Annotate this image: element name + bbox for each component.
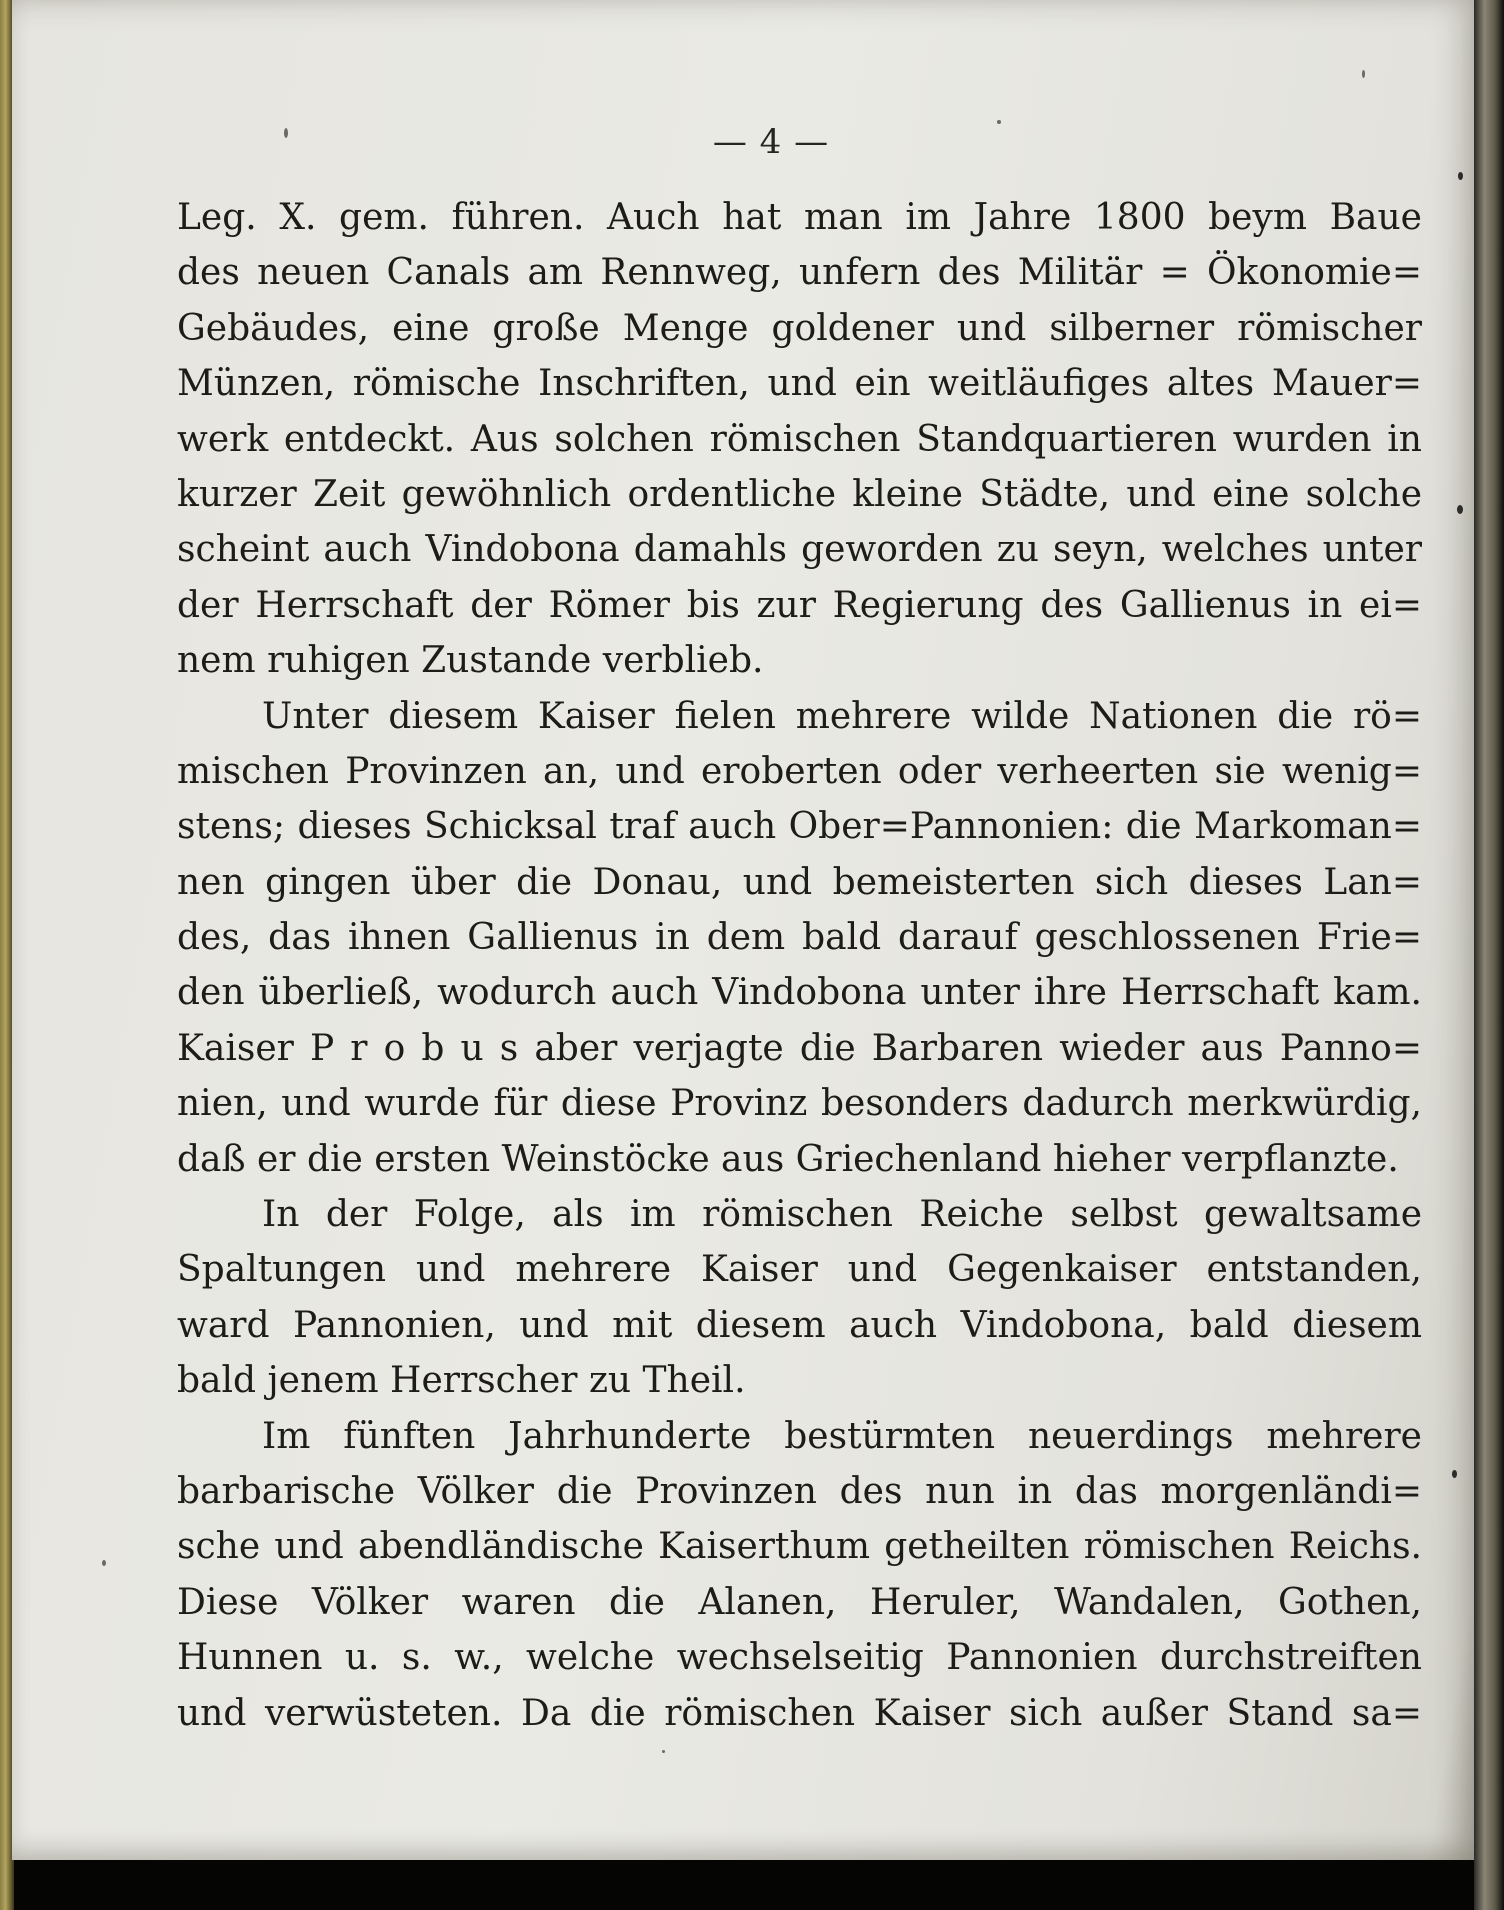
text-line: Spaltungen und mehrere Kaiser und Gegenkaiser entstanden, xyxy=(177,1249,1422,1291)
text-line: des neuen Canals am Rennweg, unfern des Militär = Ökonomie= xyxy=(177,252,1422,294)
text-line: nien, und wurde für diese Provinz besonders dadurch merkwürdig, xyxy=(177,1083,1422,1125)
paper-speck xyxy=(1362,70,1365,78)
paper-speck xyxy=(284,128,288,138)
paper-speck xyxy=(1458,172,1463,180)
text-line: barbarische Völker die Provinzen des nun in das morgenländi= xyxy=(177,1470,1422,1512)
text-line: nem ruhigen Zustande verblieb. xyxy=(177,640,764,682)
text-line: sche und abendländische Kaiserthum getheilten römischen Reichs. xyxy=(177,1526,1422,1568)
text-line: scheint auch Vindobona damahls geworden zu seyn, welches unter xyxy=(177,529,1422,571)
text-line: mischen Provinzen an, und eroberten oder verheerten sie wenig= xyxy=(177,750,1422,792)
text-line: der Herrschaft der Römer bis zur Regierung des Gallienus in ei= xyxy=(177,584,1422,626)
book-edge-right xyxy=(1474,0,1504,1910)
text-line: den überließ, wodurch auch Vindobona unter ihre Herrschaft kam. xyxy=(177,972,1422,1014)
text-line: stens; dieses Schicksal traf auch Ober=Pannonien: die Markoman= xyxy=(177,806,1422,848)
text-line: Hunnen u. s. w., welche wechselseitig Pannonien durchstreiften xyxy=(177,1637,1422,1679)
paper-speck xyxy=(1457,505,1463,514)
text-line: Münzen, römische Inschriften, und ein weitläufiges altes Mauer= xyxy=(177,363,1422,405)
paragraph-start-line: Unter diesem Kaiser fielen mehrere wilde Nationen die rö= xyxy=(262,695,1422,737)
paper-speck xyxy=(1452,1470,1457,1478)
text-line: Leg. X. gem. führen. Auch hat man im Jahre 1800 beym Baue xyxy=(177,197,1422,238)
page-number: — 4 — xyxy=(712,122,830,162)
text-line: Kaiser P r o b u s aber verjagte die Barbaren wieder aus Panno= xyxy=(177,1027,1422,1069)
text-line: werk entdeckt. Aus solchen römischen Standquartieren wurden in xyxy=(177,418,1422,460)
paper-speck xyxy=(997,120,1001,124)
text-line: daß er die ersten Weinstöcke aus Griechenland hieher verpflanzte. xyxy=(177,1138,1399,1180)
text-line: und verwüsteten. Da die römischen Kaiser sich außer Stand sa= xyxy=(177,1692,1422,1734)
text-line: des, das ihnen Gallienus in dem bald darauf geschlossenen Frie= xyxy=(177,917,1422,959)
paper-speck xyxy=(102,1560,106,1566)
paper-speck xyxy=(662,1750,665,1753)
text-line: nen gingen über die Donau, und bemeisterten sich dieses Lan= xyxy=(177,861,1422,903)
paragraph-start-line: In der Folge, als im römischen Reiche selbst gewaltsame xyxy=(262,1194,1422,1236)
paragraph-start-line: Im fünften Jahrhunderte bestürmten neuerdings mehrere xyxy=(262,1415,1422,1457)
text-line: ward Pannonien, und mit diesem auch Vindobona, bald diesem xyxy=(177,1304,1422,1346)
book-page xyxy=(12,0,1480,1860)
text-line: kurzer Zeit gewöhnlich ordentliche kleine Städte, und eine solche xyxy=(177,473,1422,515)
text-line: bald jenem Herrscher zu Theil. xyxy=(177,1360,746,1402)
body-text xyxy=(177,190,1422,1741)
text-line: Gebäudes, eine große Menge goldener und silberner römischer xyxy=(177,307,1422,349)
text-line: Diese Völker waren die Alanen, Heruler, Wandalen, Gothen, xyxy=(177,1581,1422,1623)
